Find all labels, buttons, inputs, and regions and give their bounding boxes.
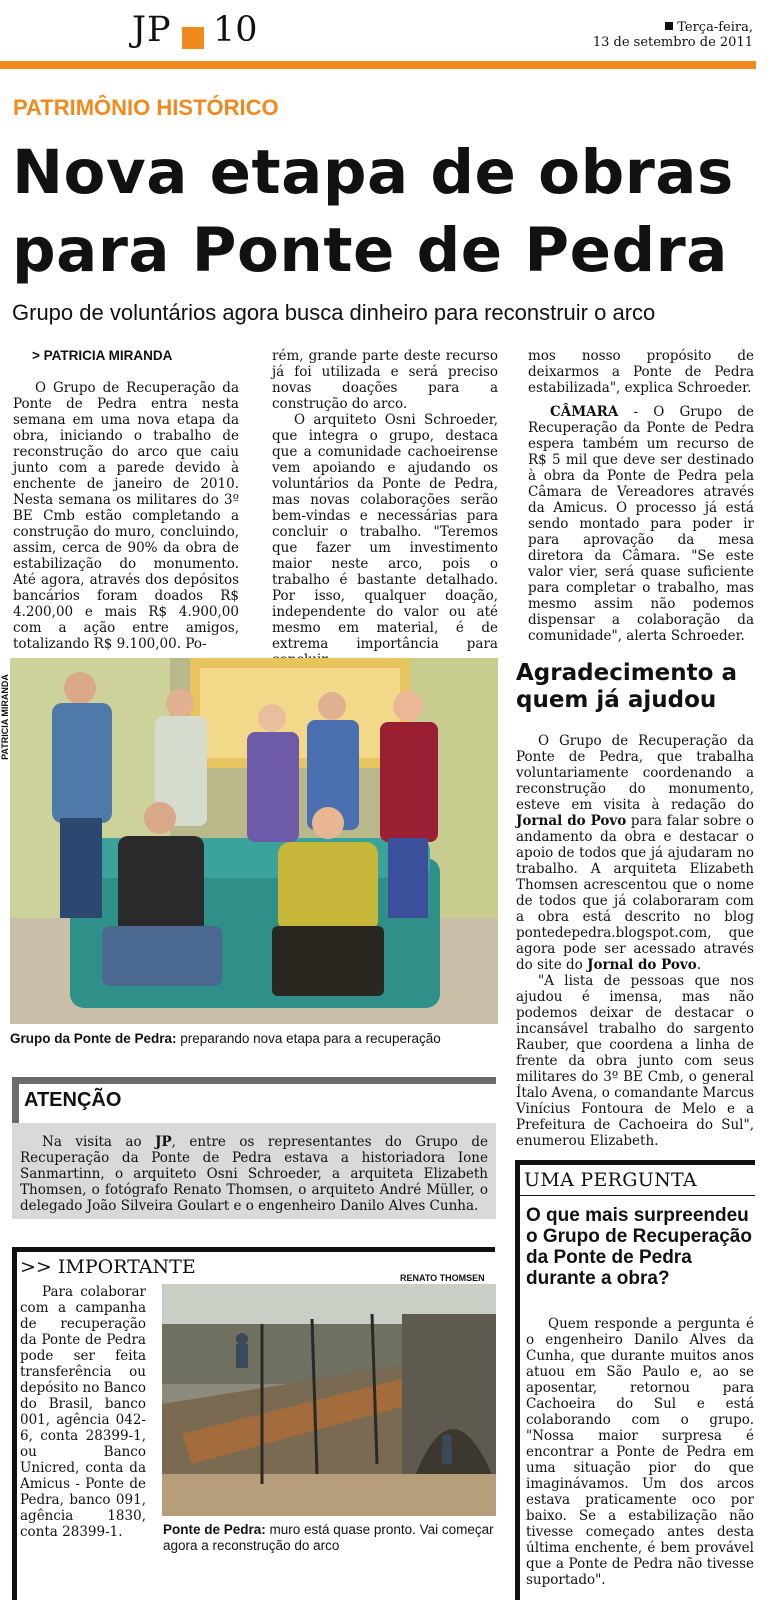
subheadline: Grupo de voluntários agora busca dinheiro para reconstruir o arco — [12, 300, 656, 325]
header-rule — [0, 61, 756, 69]
question-divider — [520, 1195, 755, 1196]
square-bullet-icon — [665, 22, 673, 30]
weekday: Terça-feira, — [677, 20, 753, 35]
paragraph — [20, 1134, 488, 1214]
sidebar-body — [516, 733, 754, 1149]
paragraph — [516, 733, 754, 973]
caption-text: preparando nova etapa para a recuperação — [176, 1031, 441, 1046]
page-number: 10 — [213, 10, 258, 50]
paragraph: mos nosso propósito de deixarmos a Ponte de Pedra estabilizada", explica Schroeder. — [528, 348, 754, 396]
bold-text: Jornal do Povo — [587, 957, 697, 973]
caption-lead: Grupo da Ponte de Pedra: — [10, 1031, 177, 1046]
group-photo-illustration — [10, 658, 498, 1024]
photo-credit: RENATO THOMSEN — [400, 1273, 485, 1283]
paragraph-lead: CÂMARA — [550, 404, 619, 420]
bold-text: Jornal do Povo — [516, 813, 627, 829]
attention-title: ATENÇÃO — [24, 1089, 122, 1111]
important-left-rule — [12, 1247, 17, 1600]
paragraph: Para colaborar com a campanha de recuperação da Ponte de Pedra pode ser feita transferência ou depósito no Banco do Brasil, banco 001, agência 042-6, conta 28399-1, ou Banco Unicred, conta da Amicus - Ponte de Pedra, banco 091, agência 1830, conta 28399-1. — [20, 1284, 146, 1540]
attention-left-rule — [12, 1077, 19, 1123]
text: Na visita ao — [42, 1134, 156, 1150]
text: . — [696, 957, 702, 973]
important-title: >> IMPORTANTE — [20, 1256, 196, 1278]
question-answer — [526, 1316, 754, 1588]
issue-date — [593, 20, 753, 50]
attention-top-rule — [12, 1077, 496, 1084]
headline — [12, 134, 772, 290]
bridge-photo — [162, 1284, 496, 1516]
photo-caption — [10, 1031, 441, 1046]
paragraph: Quem responde a pergunta é o engenheiro Danilo Alves da Cunha, que durante muitos anos atuou em São Paulo e, ao se aposentar, retornou para Cachoeira do Sul e está colaborando com o grupo. "Nossa maior surpresa é encontrar a Ponte de Pedra em uma situação pior do que imaginávamos. Um dos arcos estava praticamente oco por baixo. Se a estabilização não tivesse começado antes desta última enchente, é bem provável que a Ponte de Pedra não tivesse suportado". — [526, 1316, 754, 1588]
byline: > PATRICIA MIRANDA — [32, 348, 173, 363]
paper-logo: JP — [132, 10, 172, 50]
important-body — [20, 1284, 146, 1540]
question-text: O que mais surpreendeu o Grupo de Recuperação da Ponte de Pedra durante a obra? — [526, 1205, 752, 1289]
paragraph — [528, 404, 754, 644]
text: para falar sobre o andamento da obra e destacar o apoio de todos que já ajudaram no trabalho. A arquiteta Elizabeth Thomsen acrescentou que o nome de todos que já colaboraram com a obra está descrito no blog pontedepedra.blogspot.com, que agora pode ser acessado através do site do — [516, 813, 754, 973]
date-text: 13 de setembro de 2011 — [592, 35, 753, 50]
photo-caption — [163, 1522, 497, 1554]
paragraph: O Grupo de Recuperação da Ponte de Pedra entra nesta semana em uma nova etapa da obra, iniciando o trabalho de reconstrução do arco que caiu junto com a parede devido à enchente de janeiro de 2010. Nesta semana os militares do 3º BE Cmb estão completando a construção do muro, concluindo, assim, cerca de 90% da obra de estabilização do monumento. Até agora, através dos depósitos bancários foram doados R$ 4.200,00 e mais R$ 4.900,00 com a ação entre amigos, totalizando R$ 9.100,00. Po- — [13, 380, 239, 652]
question-box-title: UMA PERGUNTA — [524, 1169, 697, 1191]
headline-line-2: para Ponte de Pedra — [12, 215, 728, 286]
photo-credit-text: PATRICIA MIRANDA — [0, 674, 10, 760]
important-top-rule — [12, 1247, 495, 1252]
question-top-rule — [515, 1160, 755, 1165]
paragraph: rém, grande parte deste recurso já foi utilizada e será preciso novas doações para a construção do arco. — [272, 348, 498, 412]
attention-body — [20, 1134, 488, 1214]
section-label: PATRIMÔNIO HISTÓRICO — [13, 95, 279, 120]
caption-lead: Ponte de Pedra: — [163, 1522, 266, 1537]
article-column-2 — [272, 348, 498, 668]
article-column-3 — [528, 348, 754, 644]
text: , entre os representantes do Grupo de Recuperação da Ponte de Pedra estava a historiadora Ione Sanmartinn, o arquiteto Osni Schroeder, a arquiteta Elizabeth Thomsen, o fotógrafo Renato Thomsen, o arquiteto André Müller, o delegado João Silveira Goulart e o engenheiro Danilo Alves Cunha. — [20, 1134, 489, 1214]
headline-line-1: Nova etapa de obras — [12, 137, 734, 208]
question-left-rule — [515, 1160, 520, 1600]
logo-square-icon — [182, 27, 204, 49]
text: O Grupo de Recuperação da Ponte de Pedra, que trabalha voluntariamente coordenando a reconstrução do monumento, esteve em visita à redação do — [516, 733, 754, 813]
group-photo — [10, 658, 498, 1024]
sidebar-headline: Agradecimento a quem já ajudou — [516, 660, 737, 713]
bridge-photo-illustration — [162, 1284, 496, 1516]
paragraph: "A lista de pessoas que nos ajudou é imensa, mas não podemos deixar de destacar o incansável trabalho do sargento Rauber, que coordena a linha de frente da obra junto com seus militares do 3º BE Cmb, o general Ítalo Avena, o comandante Marcus Vinícius Fontoura de Melo e a Prefeitura de Cachoeira do Sul", enumerou Elizabeth. — [516, 973, 754, 1149]
paragraph: O arquiteto Osni Schroeder, que integra o grupo, destaca que a comunidade cachoeirense vem apoiando e ajudando os voluntários da Ponte de Pedra, mas novas colaborações serão bem-vindas e necessárias para concluir o trabalho. "Teremos que fazer um investimento maior neste arco, pois o trabalho é bastante detalhado. Por isso, qualquer doação, independente do valor ou até mesmo em material, é de extrema importância para — [272, 412, 498, 652]
paragraph-text: - O Grupo de Recuperação da Ponte de Pedra espera também um recurso de R$ 5 mil que deve ser destinado à obra da Ponte de Pedra pela Câmara de Vereadores através da Amicus. O processo já está sendo montado para poder ir para aprovação da mesa diretora da Câmara. "Se este valor vier, será quase suficiente para completar o trabalho, mas mesmo assim não podemos dispensar a colaboração da comunidade", alerta Schroeder. — [528, 404, 754, 644]
article-column-1 — [13, 380, 239, 652]
bold-text: JP — [155, 1134, 172, 1150]
caption-text: muro está quase pronto. Vai começar agora a reconstrução do arco — [163, 1522, 494, 1553]
